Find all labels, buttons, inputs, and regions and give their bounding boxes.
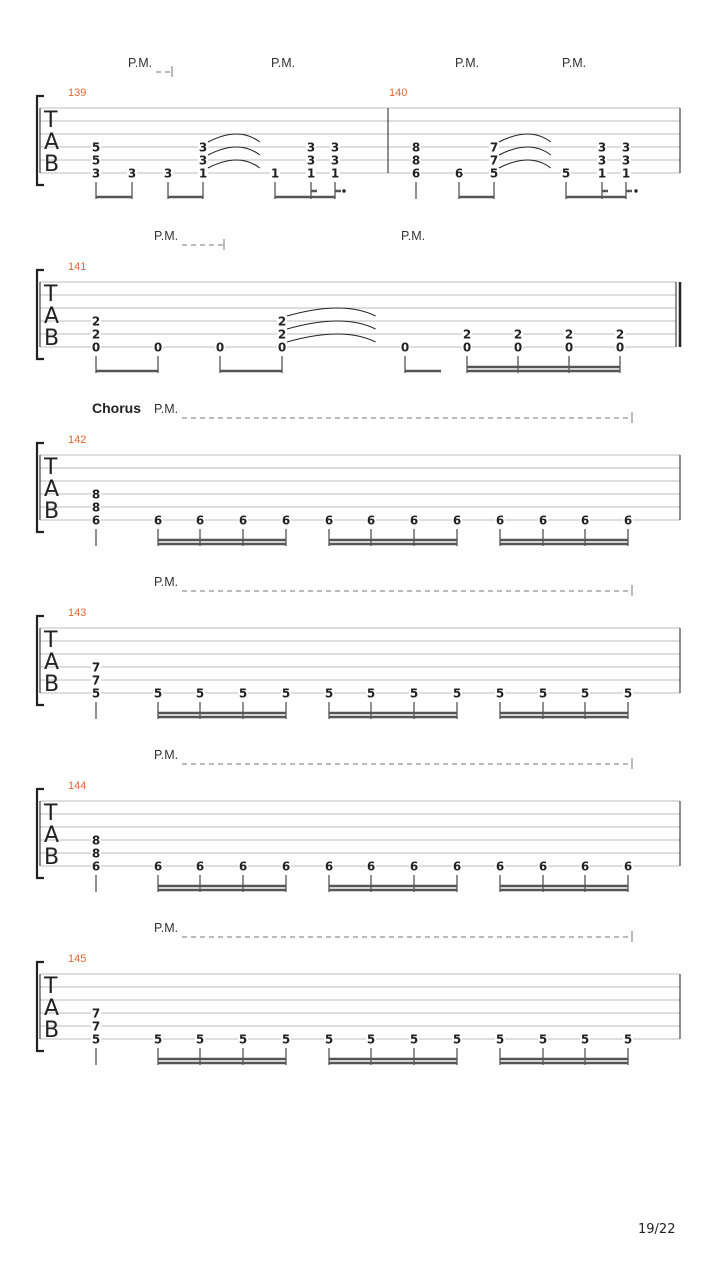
fret-number: 5 <box>580 686 590 701</box>
fret-number: 3 <box>163 166 173 181</box>
fret-number: 5 <box>623 686 633 701</box>
tie-arc <box>287 308 376 316</box>
fret-number: 5 <box>281 1032 291 1047</box>
fret-number: 2 <box>564 327 574 342</box>
fret-number: 3 <box>330 140 340 155</box>
fret-number: 6 <box>281 859 291 874</box>
fret-number: 5 <box>366 686 376 701</box>
measure-number: 145 <box>68 953 87 965</box>
tab-clef-letter: B <box>44 152 60 177</box>
fret-number: 6 <box>195 513 205 528</box>
tie-arc <box>208 134 260 142</box>
tab-system <box>37 748 680 892</box>
fret-number: 6 <box>324 513 334 528</box>
fret-number: 5 <box>452 686 462 701</box>
fret-number: 6 <box>623 859 633 874</box>
fret-number: 5 <box>495 1032 505 1047</box>
fret-number: 5 <box>366 1032 376 1047</box>
fret-number: 8 <box>91 487 101 502</box>
fret-number: 6 <box>409 859 419 874</box>
fret-number: 6 <box>623 513 633 528</box>
tab-clef-letter: B <box>44 326 60 351</box>
palm-mute-label: P.M. <box>271 56 296 70</box>
fret-number: 6 <box>195 859 205 874</box>
fret-number: 6 <box>452 859 462 874</box>
fret-number: 6 <box>538 859 548 874</box>
fret-number: 6 <box>281 513 291 528</box>
fret-number: 2 <box>91 327 101 342</box>
tie-arc <box>499 134 551 142</box>
fret-number: 6 <box>580 859 590 874</box>
fret-number: 7 <box>91 673 101 688</box>
measure-number: 139 <box>68 87 87 99</box>
palm-mute-label: P.M. <box>562 56 587 70</box>
fret-number: 5 <box>324 1032 334 1047</box>
fret-number: 5 <box>91 140 101 155</box>
fret-number: 3 <box>306 140 316 155</box>
fret-number: 8 <box>91 833 101 848</box>
fret-number: 1 <box>597 166 607 181</box>
fret-number: 6 <box>495 513 505 528</box>
tab-clef-letter: A <box>44 650 60 675</box>
tab-clef-letter: T <box>44 628 58 653</box>
tab-clef-letter: B <box>44 1018 60 1043</box>
fret-number: 5 <box>561 166 571 181</box>
fret-number: 5 <box>91 153 101 168</box>
fret-number: 0 <box>462 340 472 355</box>
tab-clef-letter: A <box>44 823 60 848</box>
tab-system <box>37 229 680 373</box>
fret-number: 6 <box>238 513 248 528</box>
page-number: 19/22 <box>638 1222 676 1237</box>
fret-number: 5 <box>623 1032 633 1047</box>
fret-number: 6 <box>91 859 101 874</box>
fret-number: 5 <box>538 1032 548 1047</box>
fret-number: 0 <box>400 340 410 355</box>
measure-number: 140 <box>389 87 408 99</box>
fret-number: 2 <box>277 327 287 342</box>
tab-clef-letter: A <box>44 304 60 329</box>
fret-number: 3 <box>198 140 208 155</box>
fret-number: 6 <box>580 513 590 528</box>
tab-clef-letter: T <box>44 801 58 826</box>
tie-arc <box>208 160 260 168</box>
fret-number: 5 <box>238 1032 248 1047</box>
fret-number: 6 <box>324 859 334 874</box>
fret-number: 6 <box>409 513 419 528</box>
fret-number: 2 <box>615 327 625 342</box>
fret-number: 5 <box>195 1032 205 1047</box>
fret-number: 8 <box>411 140 421 155</box>
tie-arc <box>287 321 376 329</box>
fret-number: 5 <box>538 686 548 701</box>
fret-number: 5 <box>238 686 248 701</box>
tab-clef-letter: T <box>44 455 58 480</box>
measure-number: 142 <box>68 434 87 446</box>
tie-arc <box>287 334 376 342</box>
fret-number: 6 <box>91 513 101 528</box>
fret-number: 2 <box>462 327 472 342</box>
fret-number: 1 <box>306 166 316 181</box>
fret-number: 7 <box>91 660 101 675</box>
fret-number: 7 <box>91 1006 101 1021</box>
palm-mute-label: P.M. <box>154 575 179 589</box>
fret-number: 5 <box>91 686 101 701</box>
fret-number: 0 <box>215 340 225 355</box>
fret-number: 5 <box>195 686 205 701</box>
tab-system <box>37 575 680 719</box>
measure-number: 141 <box>68 261 87 273</box>
fret-number: 3 <box>127 166 137 181</box>
tie-arc <box>499 160 551 168</box>
fret-number: 6 <box>366 859 376 874</box>
fret-number: 8 <box>91 500 101 515</box>
fret-number: 0 <box>277 340 287 355</box>
fret-number: 5 <box>281 686 291 701</box>
tab-clef-letter: T <box>44 282 58 307</box>
fret-number: 0 <box>91 340 101 355</box>
fret-number: 6 <box>238 859 248 874</box>
fret-number: 6 <box>153 513 163 528</box>
fret-number: 6 <box>495 859 505 874</box>
section-label: Chorus <box>92 400 141 416</box>
palm-mute-label: P.M. <box>154 921 179 935</box>
fret-number: 5 <box>153 686 163 701</box>
fret-number: 5 <box>324 686 334 701</box>
fret-number: 7 <box>91 1019 101 1034</box>
fret-number: 0 <box>615 340 625 355</box>
fret-number: 7 <box>489 140 499 155</box>
fret-number: 7 <box>489 153 499 168</box>
fret-number: 8 <box>411 153 421 168</box>
fret-number: 3 <box>621 153 631 168</box>
tab-clef-letter: T <box>44 108 58 133</box>
palm-mute-label: P.M. <box>455 56 480 70</box>
palm-mute-label: P.M. <box>128 56 153 70</box>
fret-number: 5 <box>489 166 499 181</box>
tie-arc <box>499 147 551 155</box>
fret-number: 0 <box>564 340 574 355</box>
fret-number: 5 <box>409 1032 419 1047</box>
fret-number: 1 <box>330 166 340 181</box>
fret-number: 6 <box>452 513 462 528</box>
measure-number: 143 <box>68 607 87 619</box>
fret-number: 0 <box>513 340 523 355</box>
palm-mute-label: P.M. <box>154 229 179 243</box>
fret-number: 3 <box>597 153 607 168</box>
tie-arc <box>208 147 260 155</box>
fret-number: 3 <box>91 166 101 181</box>
tab-clef-letter: A <box>44 996 60 1021</box>
fret-number: 5 <box>409 686 419 701</box>
palm-mute-label: P.M. <box>154 748 179 762</box>
measure-number: 144 <box>68 780 87 792</box>
fret-number: 2 <box>513 327 523 342</box>
fret-number: 1 <box>198 166 208 181</box>
fret-number: 6 <box>538 513 548 528</box>
fret-number: 2 <box>91 314 101 329</box>
fret-number: 3 <box>198 153 208 168</box>
palm-mute-label: P.M. <box>154 402 179 416</box>
fret-number: 3 <box>621 140 631 155</box>
fret-number: 3 <box>306 153 316 168</box>
fret-number: 6 <box>153 859 163 874</box>
fret-number: 5 <box>580 1032 590 1047</box>
tab-system <box>37 921 680 1065</box>
fret-number: 6 <box>454 166 464 181</box>
tab-clef-letter: B <box>44 845 60 870</box>
tab-clef-letter: B <box>44 672 60 697</box>
rhythm-dot <box>342 189 345 192</box>
fret-number: 5 <box>153 1032 163 1047</box>
fret-number: 5 <box>495 686 505 701</box>
tab-clef-letter: A <box>44 130 60 155</box>
fret-number: 0 <box>153 340 163 355</box>
fret-number: 1 <box>270 166 280 181</box>
tab-system <box>37 56 680 199</box>
palm-mute-label: P.M. <box>401 229 426 243</box>
fret-number: 3 <box>597 140 607 155</box>
fret-number: 3 <box>330 153 340 168</box>
fret-number: 6 <box>366 513 376 528</box>
rhythm-dot <box>634 189 637 192</box>
tab-clef-letter: B <box>44 499 60 524</box>
tab-system <box>37 400 680 546</box>
fret-number: 1 <box>621 166 631 181</box>
tab-clef-letter: A <box>44 477 60 502</box>
fret-number: 5 <box>452 1032 462 1047</box>
fret-number: 5 <box>91 1032 101 1047</box>
fret-number: 8 <box>91 846 101 861</box>
fret-number: 6 <box>411 166 421 181</box>
fret-number: 2 <box>277 314 287 329</box>
tab-clef-letter: T <box>44 974 58 999</box>
